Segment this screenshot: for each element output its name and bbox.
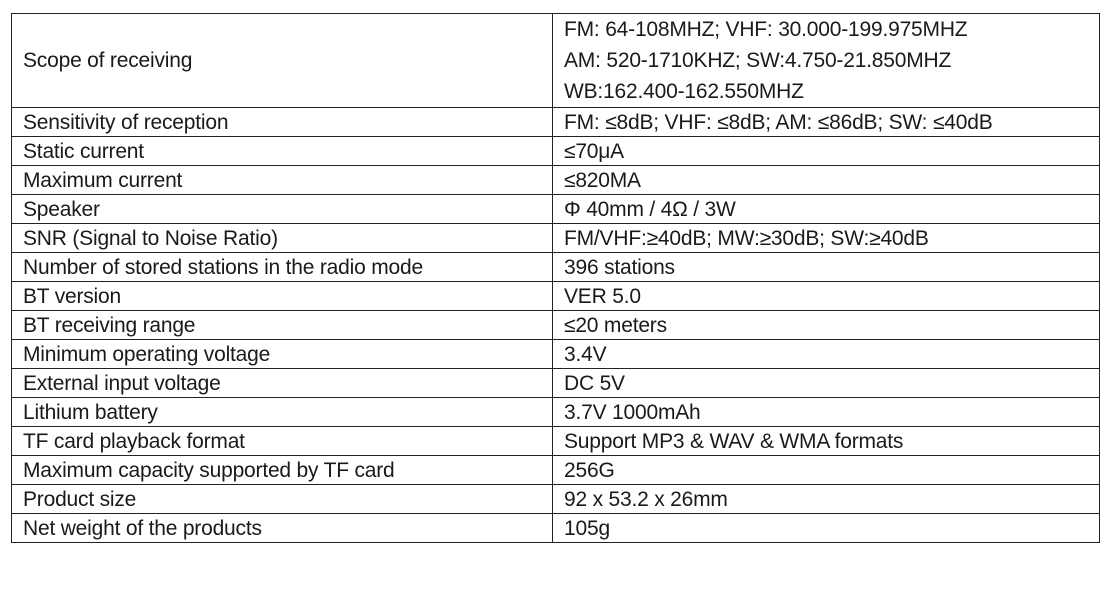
spec-value: [553, 14, 1100, 108]
spec-label: Number of stored stations in the radio mode: [12, 253, 553, 282]
table-row: [12, 282, 1100, 311]
spec-label: Product size: [12, 485, 553, 514]
spec-label: Scope of receiving: [12, 14, 553, 108]
spec-label: Maximum capacity supported by TF card: [12, 456, 553, 485]
spec-value: ≤20 meters: [553, 311, 1100, 340]
spec-value: 105g: [553, 514, 1100, 543]
spec-value: Φ 40mm / 4Ω / 3W: [553, 195, 1100, 224]
spec-value: ≤820MA: [553, 166, 1100, 195]
table-row: [12, 340, 1100, 369]
table-row: [12, 195, 1100, 224]
spec-value: 3.7V 1000mAh: [553, 398, 1100, 427]
spec-label: Minimum operating voltage: [12, 340, 553, 369]
spec-value: 396 stations: [553, 253, 1100, 282]
spec-value-line: FM: 64-108MHZ; VHF: 30.000-199.975MHZ: [564, 18, 968, 41]
spec-value: DC 5V: [553, 369, 1100, 398]
spec-table: [11, 13, 1100, 543]
table-row: [12, 224, 1100, 253]
spec-label: Lithium battery: [12, 398, 553, 427]
table-row: [12, 137, 1100, 166]
table-row: [12, 485, 1100, 514]
table-row: [12, 108, 1100, 137]
spec-value: 256G: [553, 456, 1100, 485]
spec-label: SNR (Signal to Noise Ratio): [12, 224, 553, 253]
table-row: [12, 427, 1100, 456]
spec-label: Net weight of the products: [12, 514, 553, 543]
table-row-receiving-scope: [12, 14, 1100, 108]
spec-value-line: AM: 520-1710KHZ; SW:4.750-21.850MHZ: [564, 49, 952, 72]
spec-label: Static current: [12, 137, 553, 166]
spec-value: Support MP3 & WAV & WMA formats: [553, 427, 1100, 456]
table-row: [12, 253, 1100, 282]
spec-label: Sensitivity of reception: [12, 108, 553, 137]
spec-value-line: WB:162.400-162.550MHZ: [564, 80, 804, 103]
spec-label: TF card playback format: [12, 427, 553, 456]
spec-value: VER 5.0: [553, 282, 1100, 311]
spec-label: External input voltage: [12, 369, 553, 398]
table-row: [12, 398, 1100, 427]
table-row: [12, 369, 1100, 398]
table-row: [12, 514, 1100, 543]
spec-label: Maximum current: [12, 166, 553, 195]
spec-value: 92 x 53.2 x 26mm: [553, 485, 1100, 514]
spec-label: BT receiving range: [12, 311, 553, 340]
spec-value: 3.4V: [553, 340, 1100, 369]
table-row: [12, 311, 1100, 340]
spec-label: BT version: [12, 282, 553, 311]
spec-value: FM: ≤8dB; VHF: ≤8dB; AM: ≤86dB; SW: ≤40dB: [553, 108, 1100, 137]
table-row: [12, 456, 1100, 485]
spec-label: Speaker: [12, 195, 553, 224]
spec-value: FM/VHF:≥40dB; MW:≥30dB; SW:≥40dB: [553, 224, 1100, 253]
table-row: [12, 166, 1100, 195]
spec-value: ≤70μA: [553, 137, 1100, 166]
